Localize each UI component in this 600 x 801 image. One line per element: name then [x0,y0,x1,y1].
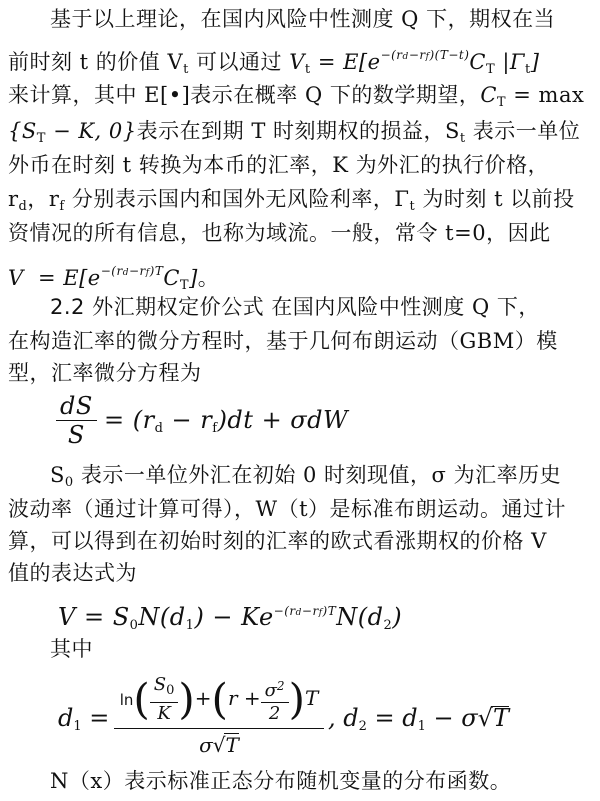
para2-line1: $S_0$ 表示一单位外汇在初始 0 时刻现值，σ 为汇率历史 [50,463,562,490]
formula-vt: $V_t = E[e^{-(rd-rf)(T-t)}C_T$ $|\Gamma_t$] [289,48,540,77]
para1-line5: 外币在时刻 t 转换为本币的汇率，K 为外汇的执行价格， [8,153,550,177]
section-title: 外汇期权定价公式 [84,295,265,319]
section-heading-line: 2.2 外汇期权定价公式 在国内风险中性测度 Q 下， [50,295,540,319]
para1-line8: $V = E[e^{-(rd-rf)T}C_T]$。 [8,264,220,293]
section-line3: 型，汇率微分方程为 [8,361,202,385]
last-line: N（x）表示标准正态分布随机变量的分布函数。 [50,769,512,793]
para1-line3: 来计算，其中 E[•]表示在概率 Q 下的数学期望，$C_T = \max$ [8,83,585,110]
section-line2: 在构造汇率的微分方程时，基于几何布朗运动（GBM）模 [8,329,558,353]
para2-line2: 波动率（通过计算可得），W（t）是标准布朗运动。通过计 [8,497,567,521]
para1-line7: 资情况的所有信息，也称为域流。一般，常令 t=0，因此 [8,221,551,245]
para1-line6: $r_d$，$r_f$ 分别表示国内和国外无风险利率，$\Gamma_t$ 为时刻 t 以前投 [8,187,575,214]
para2-line3: 算，可以得到在初始时刻的汇率的欧式看涨期权的价格 V [8,529,547,553]
para2-line4: 值的表达式为 [8,561,137,585]
para1-line4: {$S_T - K$, 0}表示在到期 T 时刻期权的损益，$S_t$ 表示一单位 [8,119,581,146]
para1-line1: 基于以上理论，在国内风险中性测度 Q 下，期权在当 [50,7,556,31]
equation-black-scholes: $V = S_0N(d_1) - Ke^{-(rd-rf)T}N(d_2)$ [58,603,403,633]
equation-gbm: $\frac{dS}{S}$ = $(r_d - r_f)dt + \sigma dW$ [56,392,600,449]
section-number: 2.2 [50,295,85,319]
qizhong-label: 其中 [50,637,93,661]
formula-v: $V = E[e^{-(rd-rf)T}C_T]$ [8,264,198,293]
equation-d1-d2: $d_1$ = ln( $\frac{S_0}{K}$ )+(r + $\frac{\sigma^2}{2}$ )T σ√T , $d_2 = d_1 - \sigma√T$ [58,668,578,768]
para1-line2: 前时刻 t 的价值 $V_t$ 可以通过 $V_t = E[e^{-(rd-rf)(T-t)}C_T$ $|\Gamma_t$] [8,48,540,77]
